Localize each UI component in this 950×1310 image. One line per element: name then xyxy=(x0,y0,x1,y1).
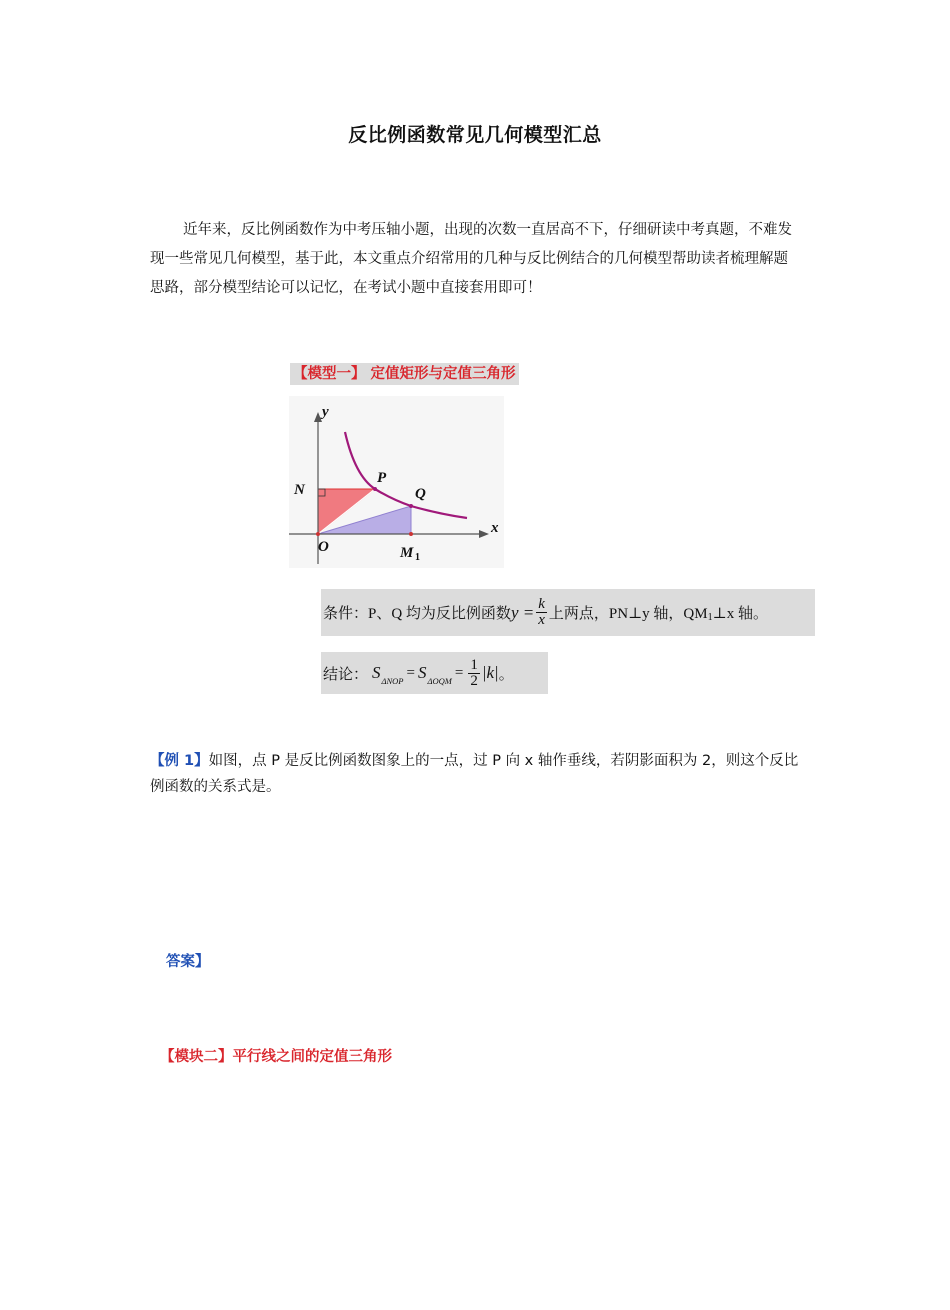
label-o: O xyxy=(318,539,329,555)
label-n: N xyxy=(294,482,305,498)
condition-suffix1: 上两点，PN⊥y 轴，QM xyxy=(548,606,708,622)
point-o xyxy=(316,532,320,536)
condition-sub: 1 xyxy=(707,612,713,623)
hyperbola-diagram xyxy=(289,396,504,568)
conclusion-s2: S xyxy=(417,663,427,682)
condition-box xyxy=(321,589,815,636)
conclusion-end: 。 xyxy=(498,666,514,683)
condition-y-eq: y = xyxy=(510,602,535,622)
example1-label: 【例 1】 xyxy=(150,753,209,769)
conclusion-s1: S xyxy=(372,663,381,682)
conclusion-s1-sub: ΔNOP xyxy=(381,676,404,686)
conclusion-s2-sub: ΔOQM xyxy=(427,676,452,686)
point-p xyxy=(373,487,377,491)
label-p: P xyxy=(377,470,387,486)
label-x: x xyxy=(491,520,499,536)
example1-paragraph xyxy=(150,748,810,800)
conclusion-fraction xyxy=(468,658,480,689)
label-m1: M xyxy=(400,545,414,561)
page-title: 反比例函数常见几何模型汇总 xyxy=(348,124,602,146)
conclusion-eq1: = xyxy=(406,664,415,681)
model1-figure xyxy=(289,396,504,568)
conclusion-eq2: = xyxy=(454,664,464,681)
model1-heading: 【模型一】 定值矩形与定值三角形 xyxy=(290,363,519,385)
condition-frac-den: x xyxy=(538,612,545,628)
conclusion-abs-k: |k| xyxy=(481,663,499,682)
conclusion-box xyxy=(321,652,548,694)
condition-prefix: 条件：P、Q 均为反比例函数 xyxy=(323,606,511,622)
conclusion-frac-num: 1 xyxy=(470,656,478,673)
point-q xyxy=(409,504,413,508)
intro-paragraph: 近年来，反比例函数作为中考压轴小题，出现的次数一直居高不下，仔细研读中考真题，不难发现一些常见几何模型，基于此，本文重点介绍常用的几种与反比例结合的几何模型帮助读者梳理解题思路，部分模型结论可以记忆，在考试小题中直接套用即可！ xyxy=(150,222,792,296)
module2-heading: 【模块二】平行线之间的定值三角形 xyxy=(160,1049,392,1065)
condition-suffix2: ⊥x 轴。 xyxy=(712,606,768,622)
conclusion-prefix: 结论： xyxy=(323,666,369,683)
label-q: Q xyxy=(415,486,426,502)
answer-label: 答案】 xyxy=(166,954,210,970)
example1-text: 如图，点 P 是反比例函数图象上的一点，过 P 向 x 轴作垂线，若阴影面积为 2，则这个反比例函数的关系式是。 xyxy=(150,753,799,795)
label-m1-sub: 1 xyxy=(415,552,420,563)
condition-fraction xyxy=(536,597,547,628)
condition-frac-num: k xyxy=(538,596,545,612)
conclusion-frac-den: 2 xyxy=(470,672,478,689)
point-m1 xyxy=(409,532,413,536)
label-y: y xyxy=(322,404,329,420)
